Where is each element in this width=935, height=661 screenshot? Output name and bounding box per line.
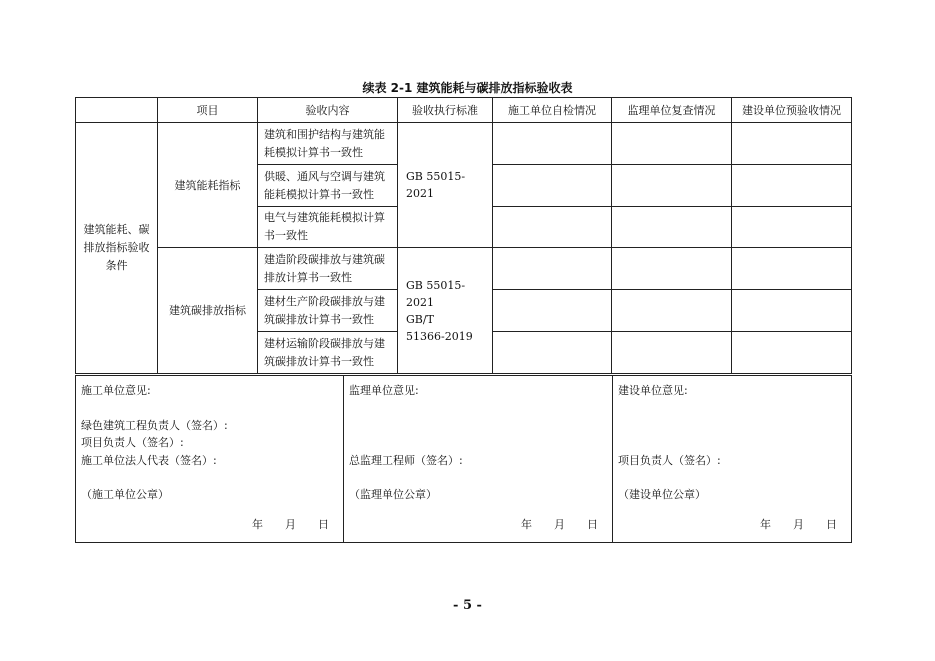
owner-date bbox=[738, 516, 837, 533]
construction-check-cell[interactable] bbox=[493, 290, 612, 332]
green-building-lead-signature: 绿色建筑工程负责人（签名）: bbox=[81, 419, 228, 432]
supervision-signature-cell[interactable] bbox=[344, 376, 613, 543]
construction-check-cell[interactable] bbox=[493, 123, 612, 165]
year-label: 年 bbox=[252, 518, 263, 531]
owner-seal: （建设单位公章） bbox=[618, 488, 706, 501]
construction-signature-cell[interactable] bbox=[76, 376, 344, 543]
header-supervision-check: 监理单位复查情况 bbox=[612, 98, 732, 123]
header-content: 验收内容 bbox=[258, 98, 398, 123]
supervision-check-cell[interactable] bbox=[612, 123, 732, 165]
table-title: 续表 2-1 建筑能耗与碳排放指标验收表 bbox=[362, 81, 573, 95]
supervision-check-cell[interactable] bbox=[612, 165, 732, 207]
group-name-energy: 建筑能耗指标 bbox=[158, 123, 258, 248]
supervision-seal: （监理单位公章） bbox=[349, 488, 437, 501]
check-content: 建材运输阶段碳排放与建筑碳排放计算书一致性 bbox=[258, 332, 398, 374]
check-content: 建材生产阶段碳排放与建筑碳排放计算书一致性 bbox=[258, 290, 398, 332]
owner-check-cell[interactable] bbox=[732, 290, 852, 332]
check-content: 建造阶段碳排放与建筑碳排放计算书一致性 bbox=[258, 248, 398, 290]
standard-line: GB 55015-2021 bbox=[406, 278, 466, 309]
month-label: 月 bbox=[285, 518, 296, 531]
standard-line: 51366-2019 bbox=[406, 329, 473, 343]
check-content: 建筑和围护结构与建筑能耗模拟计算书一致性 bbox=[258, 123, 398, 165]
construction-opinion-label: 施工单位意见: bbox=[81, 384, 151, 397]
month-label: 月 bbox=[554, 518, 565, 531]
construction-check-cell[interactable] bbox=[493, 332, 612, 374]
owner-check-cell[interactable] bbox=[732, 248, 852, 290]
year-label: 年 bbox=[760, 518, 771, 531]
construction-check-cell[interactable] bbox=[493, 248, 612, 290]
header-blank bbox=[76, 98, 158, 123]
page-number: - 5 - bbox=[453, 598, 482, 613]
owner-check-cell[interactable] bbox=[732, 207, 852, 248]
header-row bbox=[76, 98, 852, 123]
supervision-check-cell[interactable] bbox=[612, 332, 732, 374]
standard-cell-carbon bbox=[398, 248, 493, 374]
year-label: 年 bbox=[521, 518, 532, 531]
owner-check-cell[interactable] bbox=[732, 123, 852, 165]
acceptance-table bbox=[75, 97, 852, 374]
supervision-opinion-label: 监理单位意见: bbox=[349, 384, 419, 397]
supervision-check-cell[interactable] bbox=[612, 248, 732, 290]
group-name-carbon: 建筑碳排放指标 bbox=[158, 248, 258, 374]
supervision-check-cell[interactable] bbox=[612, 290, 732, 332]
table-row bbox=[76, 123, 852, 165]
day-label: 日 bbox=[587, 518, 598, 531]
day-label: 日 bbox=[318, 518, 329, 531]
standard-cell-energy bbox=[398, 123, 493, 248]
signature-row bbox=[76, 376, 852, 543]
check-content: 电气与建筑能耗模拟计算书一致性 bbox=[258, 207, 398, 248]
header-item: 项目 bbox=[158, 98, 258, 123]
owner-opinion-label: 建设单位意见: bbox=[618, 384, 688, 397]
owner-check-cell[interactable] bbox=[732, 165, 852, 207]
header-standard: 验收执行标准 bbox=[398, 98, 493, 123]
construction-seal: （施工单位公章） bbox=[81, 488, 169, 501]
signature-table bbox=[75, 375, 852, 543]
category-cell: 建筑能耗、碳排放指标验收条件 bbox=[76, 123, 158, 374]
owner-project-lead-signature: 项目负责人（签名）: bbox=[618, 454, 721, 467]
chief-supervisor-signature: 总监理工程师（签名）: bbox=[349, 454, 463, 467]
standard-line: GB/T bbox=[406, 312, 434, 326]
project-lead-signature: 项目负责人（签名）: bbox=[81, 436, 184, 449]
standard-line: GB 55015-2021 bbox=[406, 170, 466, 200]
owner-check-cell[interactable] bbox=[732, 332, 852, 374]
construction-check-cell[interactable] bbox=[493, 165, 612, 207]
table-row bbox=[76, 248, 852, 290]
month-label: 月 bbox=[793, 518, 804, 531]
legal-rep-signature: 施工单位法人代表（签名）: bbox=[81, 454, 217, 467]
construction-check-cell[interactable] bbox=[493, 207, 612, 248]
day-label: 日 bbox=[826, 518, 837, 531]
header-construction-check: 施工单位自检情况 bbox=[493, 98, 612, 123]
supervision-date bbox=[499, 516, 598, 533]
check-content: 供暖、通风与空调与建筑能耗模拟计算书一致性 bbox=[258, 165, 398, 207]
construction-date bbox=[230, 516, 329, 533]
owner-signature-cell[interactable] bbox=[613, 376, 852, 543]
header-owner-check: 建设单位预验收情况 bbox=[732, 98, 852, 123]
supervision-check-cell[interactable] bbox=[612, 207, 732, 248]
